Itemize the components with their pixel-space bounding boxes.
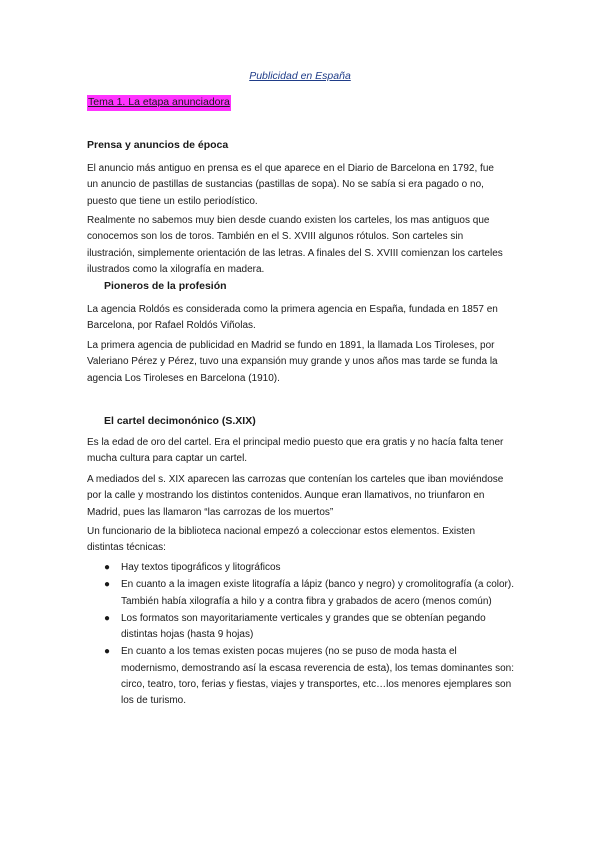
bullet-icon: ●: [104, 579, 111, 591]
bullet-icon: ●: [104, 612, 111, 624]
list-item: [87, 560, 517, 576]
list-item-text: Los formatos son mayoritariamente verticales y grandes que se obtenían pegando distintas hojas (hasta 9 hojas): [121, 612, 486, 641]
section-heading-prensa: Prensa y anuncios de época: [87, 139, 229, 151]
list-item-text: Hay textos tipográficos y litográficos: [121, 562, 281, 573]
paragraph: Un funcionario de la biblioteca nacional empezó a coleccionar estos elementos. Existen distintas técnicas:: [87, 526, 476, 554]
paragraph: La agencia Roldós es considerada como la primera agencia en España, fundada en 1857 en Barcelona, por Rafael Roldós Viñolas.: [87, 304, 498, 332]
paragraph: A mediados del s. XIX aparecen las carrozas que contenían los carteles que iban moviéndose por la calle y mostrando los distintos contenidos. Aunque eran llamativos, no triunfaron en Madrid, pues las llamaron “las carrozas de los muertos”: [87, 474, 504, 518]
paragraph: Realmente no sabemos muy bien desde cuando existen los carteles, los mas antiguos que conocemos son los de toros. También en el S. XVIII algunos rótulos. Son carteles sin ilustración, simplemente orientación de las letras. A finales del S. XVIII comienzan los carteles ilustrados como la xilografía en madera.: [87, 215, 503, 275]
paragraph: Es la edad de oro del cartel. Era el principal medio puesto que era gratis y no hacía falta tener mucha cultura para captar un cartel.: [87, 437, 504, 465]
topic-heading: Tema 1. La etapa anunciadora: [87, 95, 231, 111]
section-heading-pioneros: Pioneros de la profesión: [104, 280, 227, 292]
bullet-icon: ●: [104, 562, 111, 573]
techniques-list: [87, 560, 517, 711]
list-item-text: En cuanto a los temas existen pocas mujeres (no se puso de moda hasta el modernismo, demostrando así la escasa reverencia de esta), los temas dominantes son: circo, teatro, toro, ferias y fiestas, viajes y transportes, etc…los menores ejemplares son los de turismo.: [121, 646, 514, 707]
paragraph: La primera agencia de publicidad en Madrid se fundo en 1891, la llamada Los Tiroleses, por Valeriano Pérez y Pérez, tuvo una expansión muy grande y unos años mas tarde se funda la agencia Los Tiroleses en Barcelona (1910).: [87, 340, 498, 384]
bullet-icon: ●: [104, 646, 111, 658]
list-item: [87, 577, 517, 610]
paragraph: El anuncio más antiguo en prensa es el que aparece en el Diario de Barcelona en 1792, fue un anuncio de pastillas de sustancias (pastillas de sopa). No se sabía si era pagado o no, puesto que tiene un estilo periodístico.: [87, 163, 494, 207]
document-title: Publicidad en España: [249, 70, 351, 82]
section-heading-cartel: El cartel decimonónico (S.XIX): [104, 415, 256, 427]
list-item: [87, 644, 517, 709]
list-item-text: En cuanto a la imagen existe litografía a lápiz (banco y negro) y cromolitografía (a color). También había xilografía a hilo y a contra fibra y grabados de acero (menos común): [121, 579, 514, 607]
list-item: [87, 611, 517, 644]
